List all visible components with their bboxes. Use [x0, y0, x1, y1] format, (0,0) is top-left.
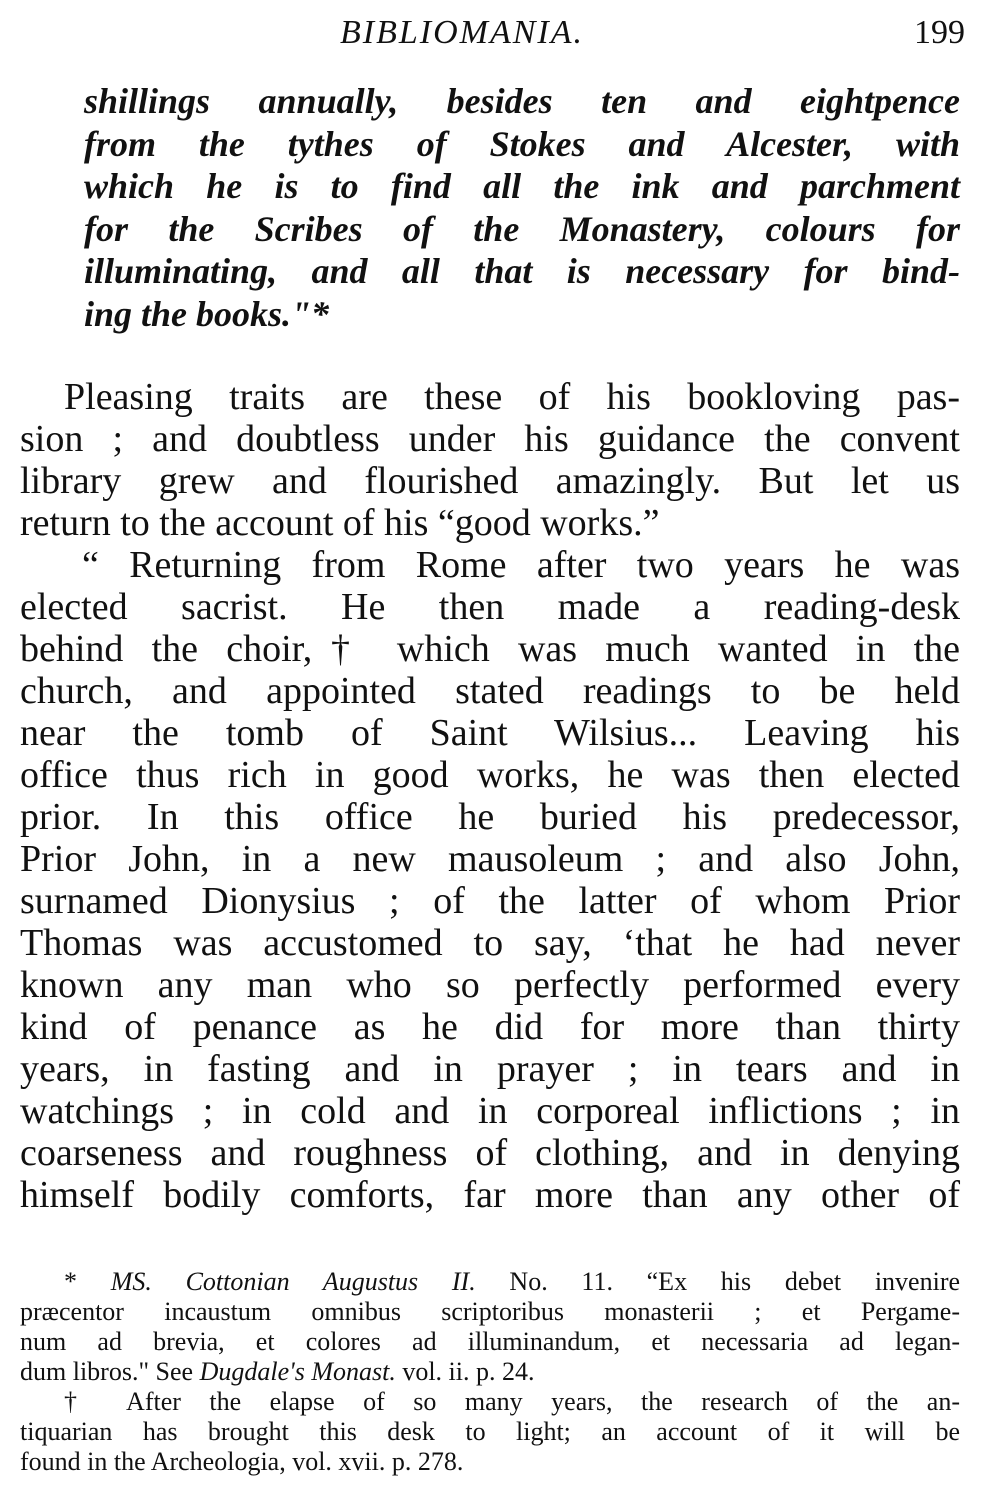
body-line: church, and appointed stated readings to be held: [20, 670, 960, 712]
body-line: Pleasing traits are these of his bookloving pas-: [64, 376, 960, 418]
footnote-1-line: num ad brevia, et colores ad illuminandum, et necessaria ad legan-: [20, 1327, 960, 1356]
body-line: Prior John, in a new mausoleum ; and also John,: [20, 838, 960, 880]
body-line: near the tomb of Saint Wilsius... Leaving his: [20, 712, 960, 754]
quote-line: which he is to find all the ink and parchment: [84, 166, 960, 206]
body-line: years, in fasting and in prayer ; in tears and in: [20, 1048, 960, 1090]
dugdale-citation: Dugdale's Monast.: [199, 1357, 396, 1386]
footnote-text: No. 11. “Ex his debet invenire: [509, 1267, 961, 1296]
body-line: office thus rich in good works, he was then elected: [20, 754, 960, 796]
running-header: [20, 14, 965, 64]
body-line: watchings ; in cold and in corporeal inflictions ; in: [20, 1090, 960, 1132]
body-line: library grew and flourished amazingly. But let us: [20, 460, 960, 502]
quote-line: ing the books."*: [84, 293, 330, 334]
quote-line: for the Scribes of the Monastery, colours for: [84, 208, 960, 249]
body-line: known any man who so perfectly performed every: [20, 964, 960, 1006]
footnote-marker: *: [64, 1267, 77, 1296]
footnote-1-line: præcentor incaustum omnibus scriptoribus monasterii ; et Pergame-: [20, 1297, 960, 1326]
body-text: [20, 376, 960, 1216]
body-line: surnamed Dionysius ; of the latter of whom Prior: [20, 880, 960, 922]
body-line: sion ; and doubtless under his guidance the convent: [20, 418, 960, 460]
footnotes: [20, 1267, 960, 1477]
body-line: behind the choir,† which was much wanted in the: [20, 628, 960, 670]
quote-line: illuminating, and all that is necessary for bind-: [84, 251, 960, 291]
quote-line: shillings annually, besides ten and eightpence: [84, 81, 960, 121]
footnote-1-line: [20, 1357, 960, 1387]
body-line: himself bodily comforts, far more than any other of: [20, 1174, 960, 1216]
quoted-passage: [20, 80, 960, 335]
body-line: coarseness and roughness of clothing, and in denying: [20, 1132, 960, 1174]
footnote-2-line: found in the Archeologia, vol. xvii. p. 278.: [20, 1447, 464, 1476]
body-line: prior. In this office he buried his predecessor,: [20, 796, 960, 838]
body-line: elected sacrist. He then made a reading-desk: [20, 586, 960, 628]
body-line: kind of penance as he did for more than thirty: [20, 1006, 960, 1048]
body-line: “ Returning from Rome after two years he was: [82, 544, 960, 586]
footnote-text: vol. ii. p. 24.: [402, 1357, 535, 1386]
quote-line: from the tythes of Stokes and Alcester, with: [84, 123, 960, 164]
footnote-text: dum libros." See: [20, 1357, 194, 1386]
body-line: return to the account of his “good works.”: [20, 502, 660, 544]
manuscript-citation: MS. Cottonian Augustus II.: [110, 1267, 476, 1296]
footnote-2-line: tiquarian has brought this desk to light; an account of it will be: [20, 1417, 960, 1446]
footnote-2-line: † After the elapse of so many years, the research of the an-: [64, 1387, 960, 1416]
page-number: 199: [914, 14, 965, 51]
running-title: BIBLIOMANIA.: [340, 14, 585, 51]
body-line: Thomas was accustomed to say, ‘that he had never: [20, 922, 960, 964]
footnote-1-line: [20, 1267, 960, 1297]
